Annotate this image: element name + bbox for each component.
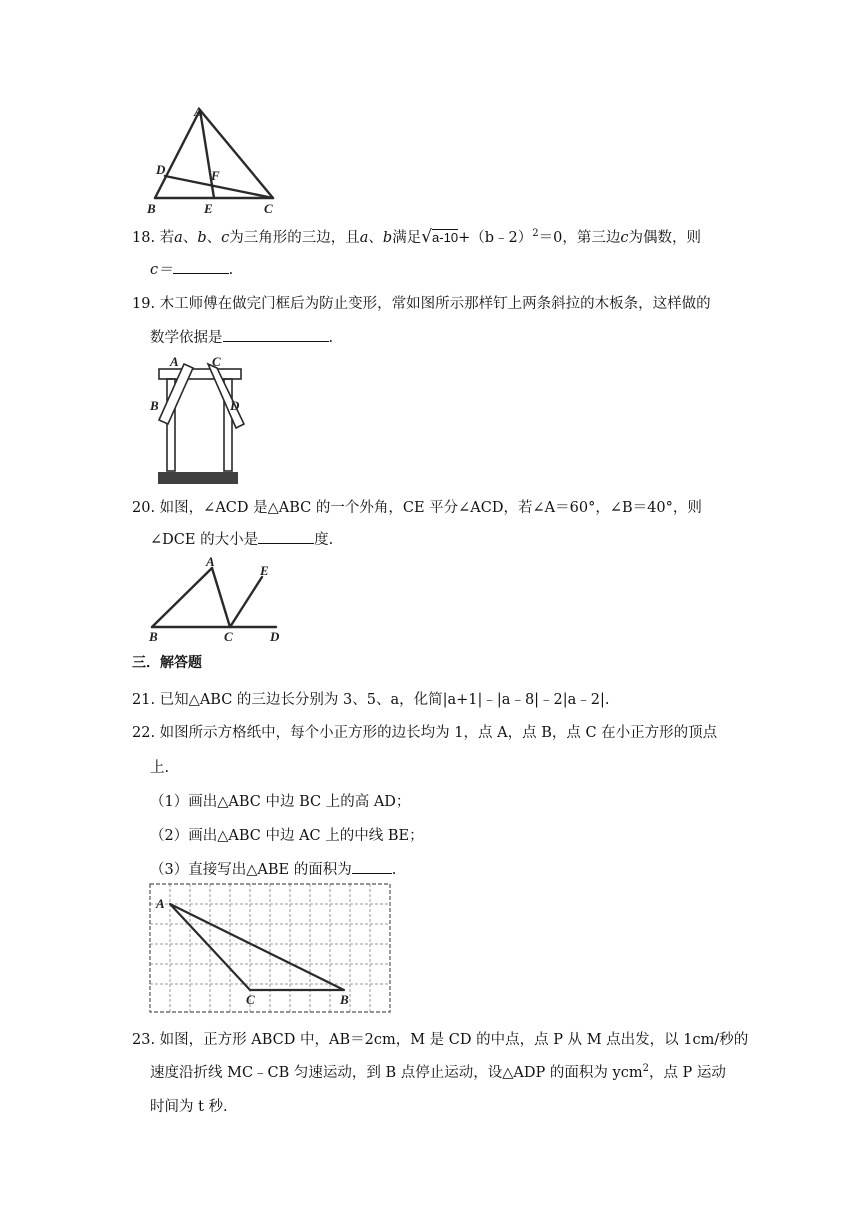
q19-number: 19. (132, 296, 156, 312)
sqrt-radicand: a-10 (432, 230, 459, 245)
q19-line2: 数学依据是 . (150, 330, 334, 346)
q20-number: 20. (132, 500, 156, 516)
q22-line2: 上. (150, 760, 170, 776)
q18-line1: 18. 若a、b、c为三角形的三边，且a、b满足√a-10+（b﹣2）$^2$＝0，第三边c为偶数，则 (132, 227, 701, 247)
q21-line: 21. 已知△ABC 的三边长分别为 3、5、a，化简|a+1|﹣|a﹣8|﹣2|a﹣2|. (132, 692, 610, 708)
figure-exterior-angle (144, 554, 294, 646)
fig20-label-d: D (270, 629, 280, 644)
q22-line1: 22. 如图所示方格纸中，每个小正方形的边长均为 1，点 A，点 B，点 C 在小正方形的顶点 (132, 725, 718, 741)
fig20-label-a: A (206, 554, 215, 569)
figure-triangle-adfec (140, 100, 290, 218)
q20-line2: ∠DCE 的大小是 度. (150, 532, 334, 548)
fig17-label-b: B (147, 201, 156, 216)
fig20-label-c: C (224, 629, 233, 644)
q18-line2: c＝ . (150, 262, 234, 278)
fig17-label-c: C (264, 201, 273, 216)
q22-part2: （2）画出△ABC 中边 AC 上的中线 BE； (150, 828, 424, 844)
sqrt-sign: √ (421, 227, 433, 247)
q22-number: 22. (132, 725, 156, 741)
figure-grid-triangle (148, 882, 392, 1016)
q18-number: 18. (132, 230, 156, 246)
q23-number: 23. (132, 1032, 156, 1048)
fig22-label-b: B (340, 992, 349, 1007)
fig17-label-f: F (211, 168, 220, 183)
answer-blank[interactable] (258, 531, 314, 544)
q19-line1: 19. 木工师傅在做完门框后为防止变形，常如图所示那样钉上两条斜拉的木板条，这样做的 (132, 296, 711, 312)
fig20-label-e: E (260, 563, 269, 578)
fig17-label-e: E (204, 201, 213, 216)
fig22-label-a: A (156, 896, 165, 911)
fig19-label-d: D (230, 398, 240, 413)
q23-line3: 时间为 t 秒. (150, 1099, 228, 1115)
fig22-label-c: C (246, 992, 255, 1007)
q23-line2: 速度沿折线 MC﹣CB 匀速运动，到 B 点停止运动，设△ADP 的面积为 ycm$^2$，点 P 运动 (150, 1063, 726, 1081)
fig20-label-b: B (149, 629, 158, 644)
section-heading: 三．解答题 (132, 655, 202, 671)
fig19-label-b: B (150, 398, 159, 413)
figure-door-frame (146, 352, 250, 488)
q23-line1: 23. 如图，正方形 ABCD 中，AB＝2cm，M 是 CD 的中点，点 P 从 M 点出发，以 1cm/秒的 (132, 1032, 749, 1048)
q22-part3: （3）直接写出△ABE 的面积为 . (150, 862, 397, 878)
fig17-label-a: A (194, 104, 203, 119)
fig17-label-d: D (156, 162, 166, 177)
q22-part1: （1）画出△ABC 中边 BC 上的高 AD； (150, 794, 411, 810)
q20-line1: 20. 如图，∠ACD 是△ABC 的一个外角，CE 平分∠ACD，若∠A＝60°，∠B＝40°，则 (132, 500, 702, 516)
answer-blank[interactable] (223, 329, 329, 342)
answer-blank[interactable] (352, 861, 392, 874)
fig19-label-a: A (170, 354, 179, 369)
fig19-label-c: C (212, 354, 221, 369)
q21-number: 21. (132, 692, 156, 708)
answer-blank[interactable] (173, 261, 229, 274)
